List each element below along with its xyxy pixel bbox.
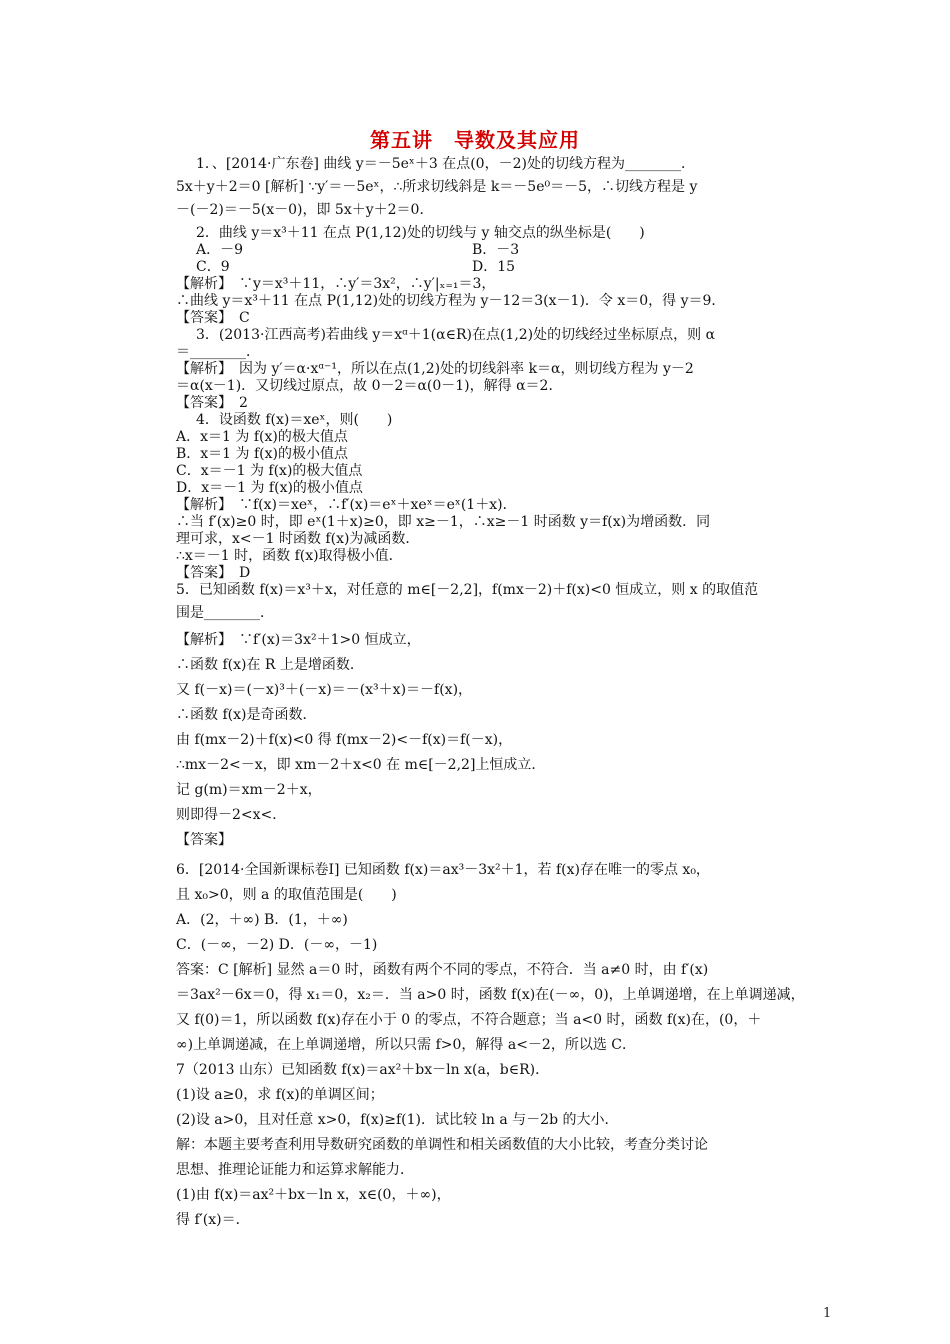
text-line: 记 g(m)＝xm－2＋x， [176,782,322,798]
text-line: 且 x₀>0，则 a 的取值范围是( ) [176,887,397,903]
text-line: 5．已知函数 f(x)＝x³＋x，对任意的 m∈[－2,2]，f(mx－2)＋f(x)<0 恒成立，则 x 的取值范 [176,582,759,598]
text-line: 【解析】 ∵f(x)＝xeˣ，∴f′(x)＝eˣ＋xeˣ＝eˣ(1＋x)． [176,497,517,513]
text-line: C．(－∞，－2) D．(－∞，－1) [176,937,378,953]
text-line: 【答案】 C [176,310,250,326]
text-line: 围是________． [176,605,274,621]
text-line: C．9 [196,259,230,275]
text-line: ＝________． [176,344,260,360]
text-line: 3．(2013·江西高考)若曲线 y＝xᵅ＋1(α∈R)在点(1,2)处的切线经过坐标原点，则 α [196,327,716,343]
text-line: B．－3 [472,242,520,258]
text-line: ＝3ax²－6x＝0，得 x₁＝0，x₂＝．当 a>0 时，函数 f(x)在(－∞，0)，上单调递增，在上单调递减， [176,987,805,1003]
text-line: 理可求，x<－1 时函数 f(x)为减函数． [176,531,420,547]
text-line: 解：本题主要考查利用导数研究函数的单调性和相关函数值的大小比较，考查分类讨论 [176,1137,708,1153]
text-line: A．x＝1 为 f(x)的极大值点 [176,429,348,445]
text-line: ∴曲线 y＝x³＋11 在点 P(1,12)处的切线方程为 y－12＝3(x－1)．令 x＝0，得 y＝9． [176,293,726,309]
text-line: D．x＝－1 为 f(x)的极小值点 [176,480,363,496]
text-line: D．15 [472,259,516,275]
text-line: ∴函数 f(x)在 R 上是增函数． [176,657,364,673]
text-line: 得 f′(x)＝． [176,1212,250,1228]
text-line: 【答案】 D [176,565,251,581]
text-line: 1．、[2014·广东卷] 曲线 y＝－5eˣ＋3 在点(0，－2)处的切线方程为________． [196,156,695,172]
text-line: 【解析】 ∵f′(x)＝3x²＋1>0 恒成立， [176,632,421,648]
text-line: A．－9 [196,242,244,258]
text-line: C．x＝－1 为 f(x)的极大值点 [176,463,363,479]
page-title: 第五讲 导数及其应用 [370,128,580,152]
text-line: ∴mx－2<－x，即 xm－2＋x<0 在 m∈[－2,2]上恒成立． [176,757,546,773]
text-line: 4．设函数 f(x)＝xeˣ，则( ) [196,412,393,428]
text-line: (2)设 a>0，且对任意 x>0，f(x)≥f(1)．试比较 ln a 与－2b 的大小． [176,1112,619,1128]
text-line: 【解析】 因为 y′＝α·xᵅ⁻¹，所以在点(1,2)处的切线斜率 k＝α，则切线方程为 y－2 [176,361,694,377]
text-line: 【答案】 2 [176,395,248,411]
text-line: ＝α(x－1)．又切线过原点，故 0－2＝α(0－1)，解得 α＝2． [176,378,563,394]
text-line: ∴x＝－1 时，函数 f(x)取得极小值． [176,548,403,564]
text-line: B．x＝1 为 f(x)的极小值点 [176,446,348,462]
text-line: 5x＋y＋2＝0 [解析] ∵y′＝－5eˣ，∴所求切线斜是 k＝－5e⁰＝－5，∴切线方程是 y [176,179,698,195]
text-line: 又 f(－x)＝(－x)³＋(－x)＝－(x³＋x)＝－f(x)， [176,682,473,698]
text-line: 由 f(mx－2)＋f(x)<0 得 f(mx－2)<－f(x)＝f(－x)， [176,732,513,748]
text-line: －(－2)＝－5(x－0)，即 5x＋y＋2＝0． [176,202,434,218]
text-line: 【答案】 [176,832,232,848]
text-line: (1)由 f(x)＝ax²＋bx－ln x，x∈(0，＋∞)， [176,1187,451,1203]
text-line: ∴函数 f(x)是奇函数． [176,707,317,723]
text-line: 6．[2014·全国新课标卷Ⅰ] 已知函数 f(x)＝ax³－3x²＋1，若 f(x)存在唯一的零点 x₀， [176,862,710,878]
text-line: 思想、推理论证能力和运算求解能力． [176,1162,414,1178]
text-line: ∞)上单调递减，在上单调递增，所以只需 f>0，解得 a<－2，所以选 C． [176,1037,636,1053]
text-line: (1)设 a≥0，求 f(x)的单调区间； [176,1087,384,1103]
text-line: 2．曲线 y＝x³＋11 在点 P(1,12)处的切线与 y 轴交点的纵坐标是( ) [196,225,645,241]
text-line: 【解析】 ∵y＝x³＋11，∴y′＝3x²，∴y′|ₓ₌₁＝3， [176,276,496,292]
text-line: 则即得－2<x<． [176,807,287,823]
text-line: 又 f(0)＝1，所以函数 f(x)存在小于 0 的零点，不符合题意；当 a<0 时，函数 f(x)在，(0，＋ [176,1012,762,1028]
text-line: 答案：C [解析] 显然 a＝0 时，函数有两个不同的零点，不符合．当 a≠0 时，由 f′(x) [176,962,709,978]
page-number: 1 [823,1306,832,1321]
text-line: 7（2013 山东）已知函数 f(x)＝ax²＋bx－ln x(a，b∈R)． [176,1062,550,1078]
text-line: A．(2，＋∞) B．(1，＋∞) [176,912,348,928]
text-line: ∴当 f′(x)≥0 时，即 eˣ(1＋x)≥0，即 x≥－1，∴x≥－1 时函数 y＝f(x)为增函数．同 [176,514,711,530]
